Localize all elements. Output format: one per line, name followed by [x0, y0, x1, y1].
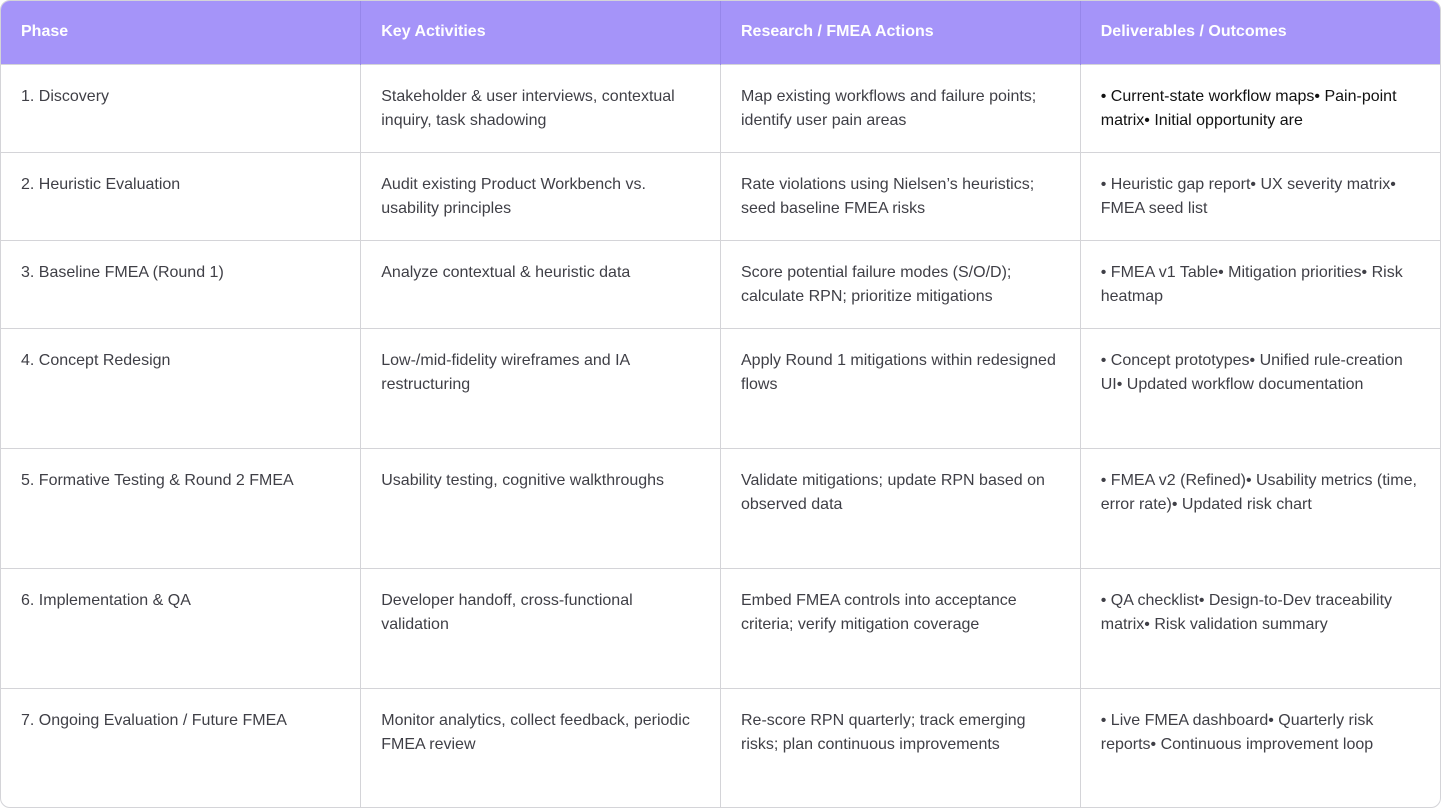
activities-cell: Usability testing, cognitive walkthroughs	[361, 448, 721, 568]
table-row	[1, 448, 1440, 568]
header-deliverables: Deliverables / Outcomes	[1080, 1, 1440, 64]
phase-cell: 1. Discovery	[1, 64, 361, 152]
table-row	[1, 688, 1440, 808]
deliverables-cell: • QA checklist• Design-to-Dev traceability matrix• Risk validation summary	[1080, 568, 1440, 688]
activities-cell: Analyze contextual & heuristic data	[361, 240, 721, 328]
phase-cell: 4. Concept Redesign	[1, 328, 361, 448]
deliverables-cell: • Current-state workflow maps• Pain-point matrix• Initial opportunity are	[1080, 64, 1440, 152]
table-header-row	[1, 1, 1440, 64]
actions-cell: Score potential failure modes (S/O/D); calculate RPN; prioritize mitigations	[721, 240, 1081, 328]
phase-table	[1, 1, 1440, 808]
phase-cell: 7. Ongoing Evaluation / Future FMEA	[1, 688, 361, 808]
deliverables-cell: • FMEA v1 Table• Mitigation priorities• Risk heatmap	[1080, 240, 1440, 328]
header-research-actions: Research / FMEA Actions	[721, 1, 1081, 64]
activities-cell: Developer handoff, cross-functional validation	[361, 568, 721, 688]
activities-cell: Monitor analytics, collect feedback, periodic FMEA review	[361, 688, 721, 808]
deliverables-cell: • Concept prototypes• Unified rule-creation UI• Updated workflow documentation	[1080, 328, 1440, 448]
deliverables-cell: • Live FMEA dashboard• Quarterly risk reports• Continuous improvement loop	[1080, 688, 1440, 808]
phase-cell: 5. Formative Testing & Round 2 FMEA	[1, 448, 361, 568]
actions-cell: Rate violations using Nielsen’s heuristics; seed baseline FMEA risks	[721, 152, 1081, 240]
phase-cell: 6. Implementation & QA	[1, 568, 361, 688]
activities-cell: Stakeholder & user interviews, contextual inquiry, task shadowing	[361, 64, 721, 152]
deliverables-cell: • Heuristic gap report• UX severity matrix• FMEA seed list	[1080, 152, 1440, 240]
table-row	[1, 64, 1440, 152]
phase-cell: 2. Heuristic Evaluation	[1, 152, 361, 240]
header-key-activities: Key Activities	[361, 1, 721, 64]
table-row	[1, 240, 1440, 328]
table-row	[1, 152, 1440, 240]
actions-cell: Embed FMEA controls into acceptance criteria; verify mitigation coverage	[721, 568, 1081, 688]
actions-cell: Apply Round 1 mitigations within redesigned flows	[721, 328, 1081, 448]
table-row	[1, 568, 1440, 688]
phase-cell: 3. Baseline FMEA (Round 1)	[1, 240, 361, 328]
header-phase: Phase	[21, 23, 69, 41]
activities-cell: Audit existing Product Workbench vs. usability principles	[361, 152, 721, 240]
table-row	[1, 328, 1440, 448]
actions-cell: Re-score RPN quarterly; track emerging risks; plan continuous improvements	[721, 688, 1081, 808]
actions-cell: Map existing workflows and failure points; identify user pain areas	[721, 64, 1081, 152]
activities-cell: Low-/mid-fidelity wireframes and IA restructuring	[361, 328, 721, 448]
deliverables-cell: • FMEA v2 (Refined)• Usability metrics (time, error rate)• Updated risk chart	[1080, 448, 1440, 568]
actions-cell: Validate mitigations; update RPN based on observed data	[721, 448, 1081, 568]
